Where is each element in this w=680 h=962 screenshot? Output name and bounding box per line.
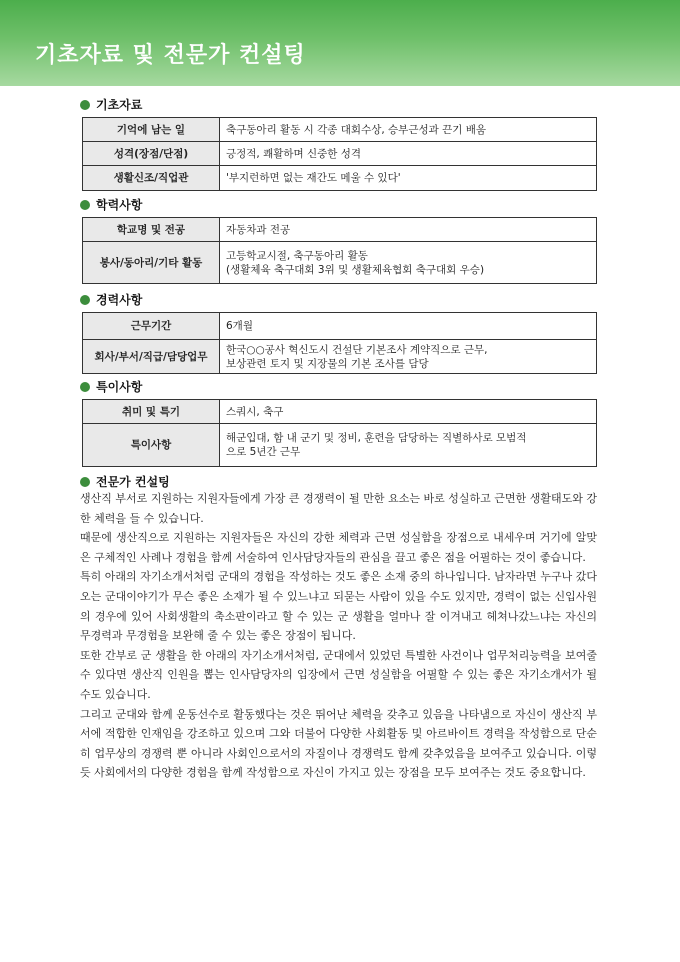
green-bullet-icon (80, 100, 90, 110)
row-value-line: (생활체육 축구대회 3위 및 생활체육협회 축구대회 우승) (226, 263, 485, 276)
row-label: 기억에 남는 일 (83, 118, 220, 142)
row-value-line: 으로 5년간 근무 (226, 446, 301, 458)
career-table (82, 312, 597, 374)
paragraph: 생산직 부서로 지원하는 지원자들에게 가장 큰 경쟁력이 될 만한 요소는 바로 성실하고 근면한 생활태도와 강한 체력을 들 수 있습니다. (80, 492, 597, 525)
row-label: 성격(장점/단점) (83, 142, 220, 166)
section-special-heading (80, 378, 142, 394)
section-title: 경력사항 (96, 293, 143, 307)
table-row (83, 142, 597, 166)
section-basic-heading (80, 96, 142, 112)
table-row (83, 118, 597, 142)
row-label: 생활신조/직업관 (83, 166, 220, 191)
row-value-line: 해군입대, 함 내 군기 및 정비, 훈련을 담당하는 직별하사로 모범적 (226, 432, 527, 444)
row-value (220, 424, 597, 467)
row-label: 취미 및 특기 (83, 400, 220, 424)
row-value-line: 한국○○공사 혁신도시 건설단 기본조사 계약직으로 근무, (226, 343, 488, 356)
row-value: 6개월 (220, 313, 597, 340)
paragraph: 때문에 생산직으로 지원하는 지원자들은 자신의 강한 체력과 근면 성실함을 장점으로 내세우며 거기에 알맞은 구체적인 사례나 경험을 함께 서술하여 인사담당자들의 관심을 끌고 좋은 점을 어필하는 것이 좋습니다. (80, 531, 597, 564)
paragraph: 특히 아래의 자기소개서처럼 군대의 경험을 작성하는 것도 좋은 소재 중의 하나입니다. 남자라면 누구나 갔다오는 군대이야기가 무슨 좋은 소재가 될 수 있느냐고 되묻는 사람이 있을 수도 있지만, 경력이 없는 신입사원의 경우에 있어 사회생활의 축소판이라고 할 수 있는 군 생활을 얼마나 잘 이겨내고 헤쳐나갔느냐는 자신의 무경력과 무경험을 보완해 줄 수 있는 좋은 장점이 됩니다. (80, 570, 597, 643)
table-row (83, 400, 597, 424)
green-bullet-icon (80, 200, 90, 210)
row-label: 봉사/동아리/기타 활동 (83, 242, 220, 284)
consulting-body (80, 489, 597, 783)
row-value: 긍정적, 쾌활하며 신중한 성격 (220, 142, 597, 166)
row-label: 회사/부서/직급/담당업무 (83, 340, 220, 374)
green-bullet-icon (80, 295, 90, 305)
row-label: 근무기간 (83, 313, 220, 340)
row-value-line: 보상관련 토지 및 지장물의 기본 조사를 담당 (226, 357, 429, 370)
table-row (83, 166, 597, 191)
education-table (82, 217, 597, 284)
row-label: 특이사항 (83, 424, 220, 467)
table-row (83, 218, 597, 242)
section-career-heading (80, 291, 142, 307)
section-title: 특이사항 (96, 380, 143, 394)
row-value (220, 340, 597, 374)
row-value: '부지런하면 없는 재간도 메울 수 있다' (220, 166, 597, 191)
page-title: 기초자료 및 전문가 컨설팅 (35, 43, 306, 68)
paragraph: 그리고 군대와 함께 운동선수로 활동했다는 것은 뛰어난 체력을 갖추고 있음을 나타냄으로 자신이 생산직 부서에 적합한 인재임을 강조하고 있으며 그와 더불어 다양한 사회활동 및 아르바이트 경력을 작성함으로 단순히 업무상의 경쟁력 뿐 아니라 사회인으로서의 자질이나 경쟁력도 함께 갖추었음을 보여주고 있습니다. 이렇듯 사회에서의 다양한 경험을 함께 작성함으로 자신이 가지고 있는 장점을 모두 보여주는 것도 중요합니다. (80, 707, 597, 780)
table-row (83, 340, 597, 374)
table-row (83, 424, 597, 467)
row-value: 축구동아리 활동 시 각종 대회수상, 승부근성과 끈기 배움 (220, 118, 597, 142)
row-value (220, 242, 597, 284)
paragraph: 또한 간부로 군 생활을 한 아래의 자기소개서처럼, 군대에서 있었던 특별한 사건이나 업무처리능력을 보여줄 수 있다면 생산직 인원을 뽑는 인사담당자의 입장에서 근면 성실함을 어필할 수 있는 좋은 자기소개서가 될 수도 있습니다. (80, 648, 597, 701)
row-value: 스쿼시, 축구 (220, 400, 597, 424)
page-header (0, 0, 680, 86)
section-consulting-heading (80, 473, 170, 489)
special-table (82, 399, 597, 467)
table-row (83, 313, 597, 340)
section-education-heading (80, 196, 142, 212)
green-bullet-icon (80, 382, 90, 392)
section-title: 전문가 컨설팅 (96, 475, 170, 489)
row-value-line: 고등학교시절, 축구동아리 활동 (226, 249, 368, 262)
basic-info-table (82, 117, 597, 191)
table-row (83, 242, 597, 284)
section-title: 학력사항 (96, 198, 143, 212)
row-label: 학교명 및 전공 (83, 218, 220, 242)
row-value: 자동차과 전공 (220, 218, 597, 242)
section-title: 기초자료 (96, 98, 143, 112)
green-bullet-icon (80, 477, 90, 487)
